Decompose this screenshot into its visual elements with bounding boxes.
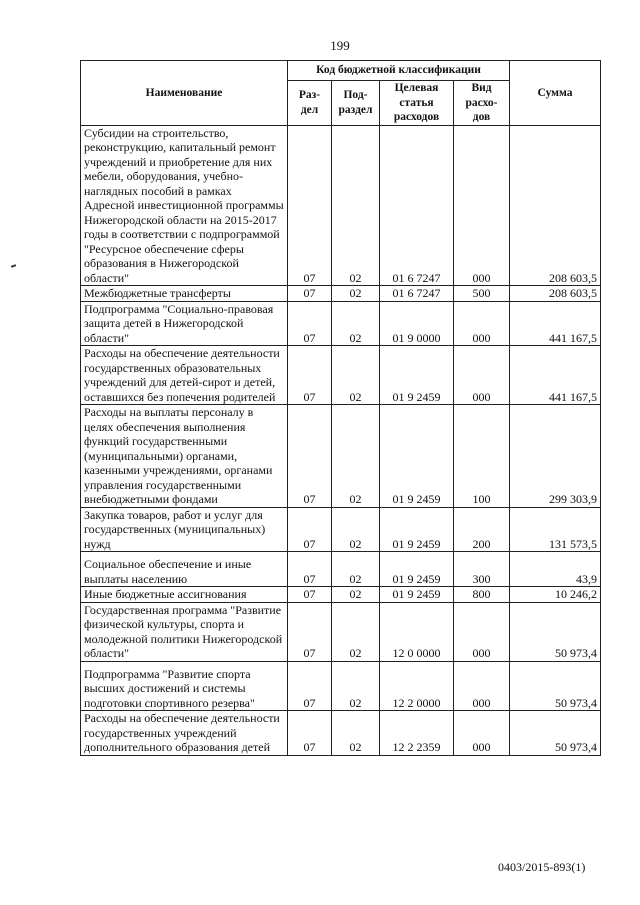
- row-razdel: 07: [288, 711, 332, 756]
- row-sum: 441 167,5: [510, 301, 601, 346]
- row-target: 01 9 2459: [380, 587, 454, 603]
- row-sum: 441 167,5: [510, 346, 601, 405]
- row-vid: 200: [454, 507, 510, 552]
- row-podrazdel: 02: [332, 552, 380, 587]
- table-row: [81, 602, 601, 661]
- row-razdel: 07: [288, 301, 332, 346]
- table-row: [81, 711, 601, 756]
- table-row: [81, 346, 601, 405]
- header-podrazdel: Под-раздел: [332, 81, 380, 126]
- row-name: Подпрограмма "Социально-правовая защита детей в Нижегородской области": [81, 301, 288, 346]
- row-podrazdel: 02: [332, 405, 380, 508]
- row-razdel: 07: [288, 661, 332, 711]
- row-vid: 000: [454, 125, 510, 286]
- row-podrazdel: 02: [332, 661, 380, 711]
- row-target: 01 6 7247: [380, 286, 454, 302]
- page-number: 199: [330, 38, 350, 53]
- row-razdel: 07: [288, 125, 332, 286]
- row-vid: 500: [454, 286, 510, 302]
- table-row: [81, 125, 601, 286]
- row-vid: 000: [454, 602, 510, 661]
- row-target: 12 2 0000: [380, 661, 454, 711]
- row-sum: 50 973,4: [510, 711, 601, 756]
- row-sum: 131 573,5: [510, 507, 601, 552]
- table-row: [81, 552, 601, 587]
- row-name: Субсидии на строительство, реконструкцию, капитальный ремонт учреждений и приобретение для них мебели, оборудования, учебно-наглядных пособий в рамках Адресной инвестиционной программы Нижегородской области на 2015-2017 годы в соответствии с подпрограммой "Ресурсное обеспечение сферы образования в Нижегородской области": [81, 125, 288, 286]
- row-name: Государственная программа "Развитие физической культуры, спорта и молодежной политики Нижегородской области": [81, 602, 288, 661]
- row-target: 01 9 0000: [380, 301, 454, 346]
- row-razdel: 07: [288, 507, 332, 552]
- row-name: Межбюджетные трансферты: [81, 286, 288, 302]
- row-name: Социальное обеспечение и иные выплаты населению: [81, 552, 288, 587]
- row-name: Иные бюджетные ассигнования: [81, 587, 288, 603]
- header-razdel: Раз-дел: [288, 81, 332, 126]
- row-podrazdel: 02: [332, 587, 380, 603]
- row-sum: 208 603,5: [510, 125, 601, 286]
- row-razdel: 07: [288, 602, 332, 661]
- row-podrazdel: 02: [332, 301, 380, 346]
- table-header: [81, 61, 601, 126]
- row-podrazdel: 02: [332, 125, 380, 286]
- row-sum: 208 603,5: [510, 286, 601, 302]
- row-sum: 50 973,4: [510, 661, 601, 711]
- row-razdel: 07: [288, 286, 332, 302]
- row-razdel: 07: [288, 346, 332, 405]
- header-name: Наименование: [81, 61, 288, 126]
- footer-document-code: 0403/2015-893(1): [498, 860, 586, 874]
- row-target: 01 9 2459: [380, 405, 454, 508]
- table-row: [81, 301, 601, 346]
- row-name: Расходы на выплаты персоналу в целях обеспечения выполнения функций государственными (муниципальными) органами, казенными учреждениями, органами управления государственными внебюджетными фондами: [81, 405, 288, 508]
- table-body: [81, 125, 601, 755]
- table-row: [81, 405, 601, 508]
- row-podrazdel: 02: [332, 711, 380, 756]
- stray-mark: [11, 264, 16, 268]
- row-target: 12 2 2359: [380, 711, 454, 756]
- budget-table: [80, 60, 601, 756]
- table-row: [81, 661, 601, 711]
- row-name: Расходы на обеспечение деятельности государственных учреждений дополнительного образования детей: [81, 711, 288, 756]
- row-target: 01 9 2459: [380, 552, 454, 587]
- row-sum: 43,9: [510, 552, 601, 587]
- row-razdel: 07: [288, 405, 332, 508]
- row-name: Расходы на обеспечение деятельности государственных образовательных учреждений для детей-сирот и детей, оставшихся без попечения родителей: [81, 346, 288, 405]
- row-vid: 300: [454, 552, 510, 587]
- header-vid: Вид расхо-дов: [454, 81, 510, 126]
- row-razdel: 07: [288, 552, 332, 587]
- row-podrazdel: 02: [332, 346, 380, 405]
- table-row: [81, 507, 601, 552]
- row-target: 12 0 0000: [380, 602, 454, 661]
- table-row: [81, 286, 601, 302]
- row-vid: 100: [454, 405, 510, 508]
- table-row: [81, 587, 601, 603]
- row-podrazdel: 02: [332, 507, 380, 552]
- header-sum: Сумма: [510, 61, 601, 126]
- row-razdel: 07: [288, 587, 332, 603]
- row-sum: 299 303,9: [510, 405, 601, 508]
- row-target: 01 6 7247: [380, 125, 454, 286]
- row-name: Подпрограмма "Развитие спорта высших достижений и системы подготовки спортивного резерва": [81, 661, 288, 711]
- row-vid: 000: [454, 661, 510, 711]
- row-vid: 800: [454, 587, 510, 603]
- row-vid: 000: [454, 301, 510, 346]
- row-podrazdel: 02: [332, 286, 380, 302]
- row-name: Закупка товаров, работ и услуг для государственных (муниципальных) нужд: [81, 507, 288, 552]
- row-podrazdel: 02: [332, 602, 380, 661]
- row-vid: 000: [454, 346, 510, 405]
- header-classification-group: Код бюджетной классификации: [288, 61, 510, 81]
- header-target: Целевая статья расходов: [380, 81, 454, 126]
- row-sum: 10 246,2: [510, 587, 601, 603]
- row-target: 01 9 2459: [380, 346, 454, 405]
- row-target: 01 9 2459: [380, 507, 454, 552]
- row-sum: 50 973,4: [510, 602, 601, 661]
- row-vid: 000: [454, 711, 510, 756]
